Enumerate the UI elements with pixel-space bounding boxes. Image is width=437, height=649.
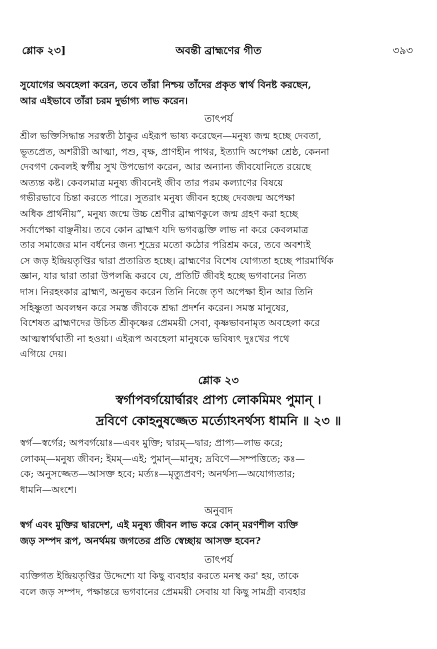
- text-line: সে জড় ইন্দ্রিয়তৃপ্তির দ্বারা প্রতারিত হচ্ছে। ব্রাহ্মণের বিশেষ যোগ্যতা হচ্ছে পারমার্থিক: [20, 255, 334, 267]
- intro-paragraph: [20, 78, 417, 109]
- verse-line: দ্রবিণে কোহনুষজ্জেত মর্ত্যোঽনর্থস্য ধামনি ॥ ২৩ ॥: [95, 413, 342, 428]
- verse-heading: শ্লোক ২৩: [198, 374, 239, 387]
- text-line: অত্যন্ত কষ্ট। কেবলমাত্র মনুষ্য জীবনেই জীব তার পরম কল্যাণের বিষয়ে: [20, 177, 284, 189]
- text-line: লোকম্—মনুষ্য জীবন; ইমম্—এই; পুমান্—মানুষ; দ্রবিণে—সম্পত্তিতে; কঃ—: [20, 453, 305, 465]
- purport2-heading: তাৎপর্য: [204, 555, 233, 566]
- text-line: ধামনি—অংশে।: [20, 484, 77, 496]
- text-line: এগিয়ে দেয়।: [20, 349, 67, 361]
- text-line: তার সমাজের মান বর্ধনের জন্য শূদ্রের মতো কঠোর পরিশ্রম করে, তবে অবশ্যই: [20, 240, 311, 252]
- text-line: স্বর্গ—স্বর্গের; অপবর্গয়োঃ—এবং মুক্তি; দ্বারম্—দ্বার; প্রাপ্য—লাভ করে;: [20, 438, 283, 449]
- page-number: ৩৯৩: [392, 45, 413, 57]
- text-line: বলে জড় সম্পদ, পক্ষান্তরে ভগবানের প্রেমময়ী সেবায় যা কিছু সামগ্রী ব্যবহার: [20, 586, 306, 598]
- chapter-title: অবন্তী ব্রাহ্মণের গীত: [175, 45, 262, 57]
- purport-heading: তাৎপর্য: [204, 114, 233, 125]
- text-line: কে; অনুসজ্জেত—আসক্ত হবে; মর্ত্যঃ—মৃত্যুপ্রবণ; অনর্থস্য—অযোগ্যতার;: [20, 469, 296, 481]
- text-line: সহিষ্ণুতা অবলম্বন করে সমস্ত জীবকে শ্রদ্ধা প্রদর্শন করেন। সমস্ত মানুষের,: [20, 302, 289, 314]
- translation-paragraph: [20, 518, 417, 549]
- verse-line: স্বর্গাপবর্গয়োর্দ্বারং প্রাপ্য লোকমিমং পুমান্ ।: [115, 392, 322, 407]
- translation-heading: অনুবাদ: [204, 506, 233, 517]
- text-line: দাস। নিরহংকার ব্রাহ্মণ, অনুভব করেন তিনি নিজে তৃণ অপেক্ষা হীন আর তিনি: [20, 286, 314, 298]
- text-line: দেবগণ কেবলই স্বর্গীয় সুখ উপভোগ করেন, আর অন্যান্য জীবযোনিতে রয়েছে: [20, 162, 312, 174]
- text-line: শ্রীল ভক্তিসিদ্ধান্ত সরস্বতী ঠাকুর এইরূপ ভাষ্য করেছেন—মনুষ্য জন্ম হচ্ছে দেবতা,: [20, 131, 322, 142]
- purport2-paragraph: [20, 569, 417, 600]
- synonyms-paragraph: [20, 436, 417, 498]
- text-line: স্বর্গ এবং মুক্তির দ্বারদেশ, এই মনুষ্য জীবন লাভ করে কোন্ মরণশীল ব্যক্তি: [20, 520, 298, 531]
- text-line: অধিক প্রার্থনীয়”, মনুষ্য জন্মে উচ্চ শ্রেণীর ব্রাহ্মণকুলে জন্ম গ্রহণ করা হচ্ছে: [20, 208, 299, 220]
- verse-reference: শ্লোক ২৩]: [22, 45, 66, 57]
- sanskrit-verse: [20, 389, 417, 431]
- text-line: ভূতপ্রেত, অশরীরী আত্মা, পশু, বৃক্ষ, প্রাণহীন পাথর, ইত্যাদি অপেক্ষা শ্রেষ্ঠ, কেননা: [20, 146, 330, 158]
- text-line: জড় সম্পদ রূপ, অনর্থময় জগতের প্রতি স্বেচ্ছায় আসক্ত হবেন?: [20, 535, 261, 547]
- running-header: [20, 44, 417, 58]
- purport-paragraph: [20, 129, 417, 363]
- text-line: বিশেষত ব্রাহ্মণদের উচিত শ্রীকৃষ্ণের প্রেমময়ী সেবা, কৃষ্ণভাবনামৃত অবহেলা করে: [20, 318, 320, 330]
- text-line: সর্বাপেক্ষা বাঞ্ছনীয়। তবে কোন ব্রাহ্মণ যদি ভগবদ্ভক্তি লাভ না করে কেবলমাত্র: [20, 224, 309, 236]
- text-line: ব্যক্তিগত ইন্দ্রিয়তৃপ্তির উদ্দেশ্যে যা কিছু ব্যবহার করতে মনস্থ কর' হয়, তাকে: [20, 571, 299, 582]
- text-line: জ্ঞান, যার দ্বারা তারা উপলব্ধি করবে যে, প্রতিটি জীবই হচ্ছে ভগবানের নিত্য: [20, 271, 307, 283]
- text-line: আত্মস্বার্থঘাতী না হওয়া। এইরূপ অবহেলা মানুষকে ভবিষ্যৎ দুঃখের পথে: [20, 333, 290, 345]
- text-line: আর এইভাবে তাঁরা চরম দুর্ভাগ্য লাভ করেন।: [20, 95, 188, 107]
- text-line: সুযোগের অবহেলা করেন, তবে তাঁরা নিশ্চয় তাঁদের প্রকৃত স্বার্থ বিনষ্ট করছেন,: [20, 80, 312, 91]
- text-line: গভীরভাবে চিন্তা করতে পারে। সুতরাং মনুষ্য জীবন হচ্ছে দেবজন্ম অপেক্ষা: [20, 193, 295, 205]
